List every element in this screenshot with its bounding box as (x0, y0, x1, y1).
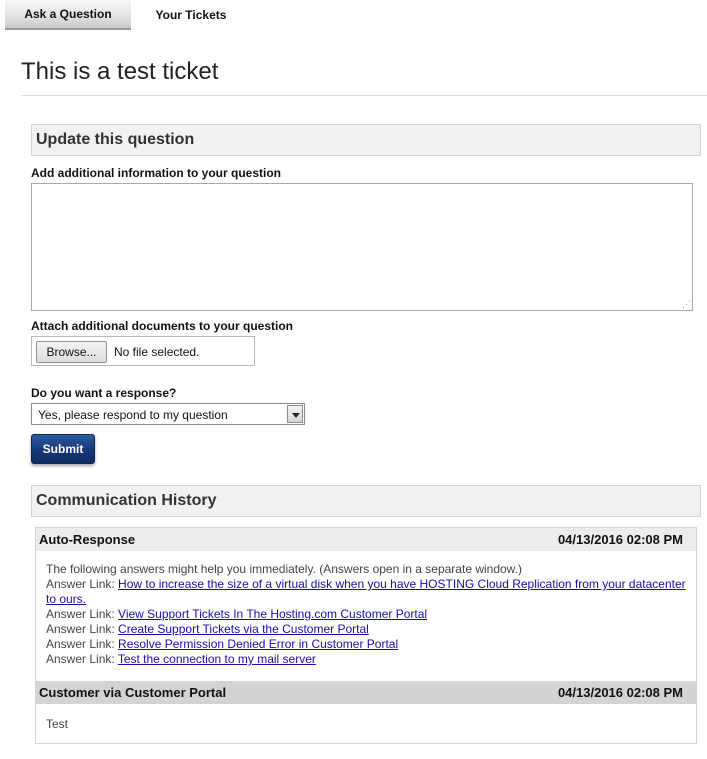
answer-link-prefix: Answer Link: (46, 637, 119, 651)
history-section-heading: Communication History (31, 485, 701, 517)
answer-link-prefix: Answer Link: (46, 652, 118, 666)
answer-link[interactable]: Test the connection to my mail server (117, 652, 316, 666)
auto-response-body (46, 562, 686, 667)
title-divider (21, 95, 707, 96)
answer-link-row (46, 607, 686, 622)
submit-button[interactable]: Submit (31, 434, 95, 464)
customer-message-body: Test (46, 717, 69, 731)
answer-link-prefix: Answer Link: (46, 622, 119, 636)
response-select[interactable] (31, 403, 305, 425)
chevron-down-icon[interactable] (287, 405, 303, 423)
history-entry-header (36, 681, 696, 704)
answer-link[interactable]: How to increase the size of a virtual disk when you have HOSTING Cloud Replication from your datacenter to ours. (46, 577, 686, 606)
answer-link-row (46, 622, 686, 637)
attach-label: Attach additional documents to your question (31, 319, 294, 333)
update-section-heading: Update this question (31, 124, 701, 156)
file-input (31, 336, 255, 366)
file-status-text: No file selected. (114, 345, 200, 359)
entry-timestamp: 04/13/2016 02:08 PM (557, 532, 683, 547)
response-label: Do you want a response? (31, 386, 177, 400)
response-select-value: Yes, please respond to my question (38, 408, 228, 422)
answer-link-row (46, 577, 686, 607)
browse-button[interactable]: Browse... (36, 341, 107, 363)
entry-author: Customer via Customer Portal (39, 685, 227, 700)
additional-info-textarea[interactable] (31, 183, 693, 311)
page-title: This is a test ticket (21, 58, 219, 85)
entry-author: Auto-Response (39, 532, 136, 547)
answer-link-prefix: Answer Link: (46, 577, 119, 591)
tab-your-tickets[interactable]: Your Tickets (131, 0, 251, 30)
history-entry-header (36, 528, 696, 551)
entry-timestamp: 04/13/2016 02:08 PM (557, 685, 683, 700)
answer-link[interactable]: View Support Tickets In The Hosting.com Customer Portal (118, 607, 428, 621)
auto-response-intro: The following answers might help you immediately. (Answers open in a separate window.) (46, 562, 523, 576)
tab-bar (5, 0, 251, 30)
answer-link[interactable]: Create Support Tickets via the Customer Portal (118, 622, 369, 636)
answer-link-row (46, 637, 686, 652)
answer-link[interactable]: Resolve Permission Denied Error in Customer Portal (118, 637, 399, 651)
tab-ask-a-question[interactable]: Ask a Question (5, 0, 131, 30)
info-label: Add additional information to your question (31, 166, 281, 180)
answer-link-row (46, 652, 686, 667)
answer-link-prefix: Answer Link: (46, 607, 119, 621)
resize-grip-icon[interactable]: ⋰ (682, 299, 691, 309)
communication-history-list (35, 527, 697, 744)
